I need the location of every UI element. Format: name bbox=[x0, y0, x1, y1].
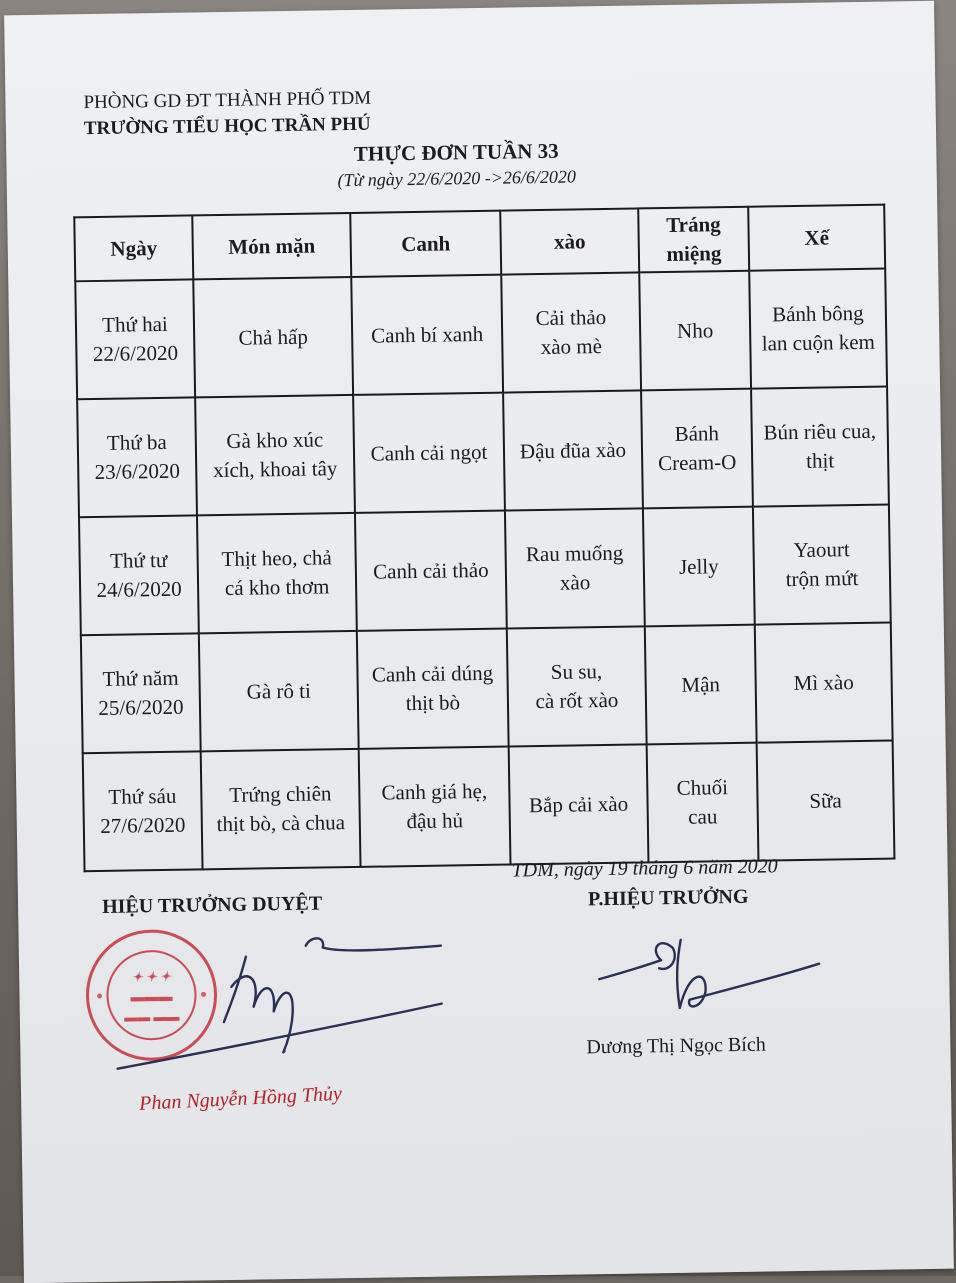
department-name: PHÒNG GD ĐT THÀNH PHỐ TDM bbox=[83, 87, 372, 114]
cell-main-dish bbox=[197, 513, 357, 633]
cell-day bbox=[75, 279, 195, 399]
dish-text: Canh giá hẹ, bbox=[381, 778, 488, 805]
table-row bbox=[75, 269, 887, 400]
date-label: 24/6/2020 bbox=[96, 576, 182, 602]
cell-dessert bbox=[645, 625, 757, 745]
cell-dessert bbox=[641, 389, 753, 509]
cell-snack bbox=[755, 623, 893, 743]
table-row bbox=[79, 505, 891, 636]
weekday-label: Thứ năm bbox=[102, 665, 179, 691]
dish-text: đậu hủ bbox=[406, 808, 464, 834]
cell-main-dish bbox=[195, 395, 355, 515]
table-body bbox=[75, 269, 894, 872]
cell-main-dish bbox=[193, 277, 353, 397]
dish-text: Chả hấp bbox=[238, 324, 309, 350]
menu-document bbox=[4, 1, 954, 1283]
dish-text: Bắp cải xào bbox=[528, 791, 629, 817]
dish-text: Gà rô ti bbox=[246, 678, 312, 704]
column-header-stir-fry: xào bbox=[500, 208, 639, 274]
date-label: 23/6/2020 bbox=[94, 458, 181, 485]
dish-text: Bánh bbox=[674, 421, 720, 446]
dish-text: Cream-O bbox=[657, 449, 737, 476]
dish-text: Canh cải dúng bbox=[371, 660, 494, 687]
cell-day bbox=[83, 751, 203, 871]
dish-text: Gà kho xúc bbox=[226, 427, 324, 453]
dish-text: thịt bò, cà chua bbox=[216, 810, 346, 837]
column-header-day: Ngày bbox=[74, 215, 193, 281]
dish-text: Trứng chiên bbox=[229, 781, 332, 807]
column-header-snack: Xế bbox=[748, 205, 885, 271]
principal-name: Phan Nguyễn Hồng Thủy bbox=[138, 1082, 343, 1115]
dish-text: Bún riêu cua, bbox=[763, 418, 877, 445]
dish-text: Canh cải thảo bbox=[372, 557, 489, 584]
cell-soup bbox=[353, 393, 505, 513]
cell-stir-fry bbox=[507, 626, 647, 746]
dish-text: xích, khoai tây bbox=[212, 456, 338, 483]
cell-soup bbox=[351, 275, 503, 395]
principal-signature bbox=[110, 923, 452, 1078]
table-row bbox=[81, 623, 893, 754]
school-name: TRƯỜNG TIỂU HỌC TRẦN PHÚ bbox=[83, 113, 371, 140]
column-header-dessert-line: miệng bbox=[666, 241, 722, 267]
cell-stir-fry bbox=[509, 744, 649, 864]
menu-title: THỰC ĐƠN TUẦN 33 bbox=[353, 138, 559, 166]
dish-text: xào bbox=[559, 570, 591, 595]
cell-snack bbox=[751, 387, 889, 507]
cell-stir-fry bbox=[503, 390, 643, 510]
cell-day bbox=[79, 515, 199, 635]
dish-text: trộn mứt bbox=[785, 566, 859, 592]
vice-principal-title: P.HIỆU TRƯỞNG bbox=[587, 885, 749, 911]
weekday-label: Thứ tư bbox=[109, 547, 168, 573]
cell-dessert bbox=[639, 271, 751, 391]
dish-text: Mận bbox=[681, 671, 721, 697]
principal-approval-title: HIỆU TRƯỞNG DUYỆT bbox=[101, 892, 323, 918]
table-row bbox=[77, 387, 889, 518]
place-date: TDM, ngày 19 tháng 6 năm 2020 bbox=[511, 855, 778, 882]
menu-date-range: (Từ ngày 22/6/2020 ->26/6/2020 bbox=[337, 166, 577, 191]
cell-day bbox=[81, 633, 201, 753]
date-label: 27/6/2020 bbox=[100, 812, 186, 838]
cell-soup bbox=[357, 629, 509, 749]
weekday-label: Thứ hai bbox=[101, 311, 168, 337]
cell-dessert bbox=[643, 507, 755, 627]
dish-text: Cải thảo bbox=[535, 304, 607, 331]
dish-text: Yaourt bbox=[793, 537, 850, 563]
cell-snack bbox=[757, 741, 895, 861]
dish-text: cau bbox=[688, 804, 718, 829]
column-header-soup: Canh bbox=[350, 211, 501, 277]
dish-text: Canh bí xanh bbox=[370, 321, 484, 348]
dish-text: Rau muống bbox=[525, 540, 624, 567]
dish-text: cá kho thơm bbox=[224, 574, 330, 600]
dish-text: Bánh bông bbox=[771, 300, 864, 327]
dish-text: Su su, bbox=[550, 659, 603, 684]
svg-text:▬▬▬: ▬▬▬ bbox=[130, 989, 173, 1006]
vice-principal-name: Dương Thị Ngọc Bích bbox=[586, 1033, 766, 1059]
svg-text:✦ ✦ ✦: ✦ ✦ ✦ bbox=[131, 968, 171, 985]
cell-stir-fry bbox=[501, 272, 641, 392]
dish-text: thịt bbox=[805, 448, 835, 473]
date-label: 25/6/2020 bbox=[98, 694, 184, 720]
cell-stir-fry bbox=[505, 508, 645, 628]
cell-main-dish bbox=[199, 631, 359, 751]
cell-main-dish bbox=[201, 749, 361, 869]
dish-text: cà rốt xào bbox=[535, 687, 619, 714]
dish-text: Chuối bbox=[676, 775, 729, 800]
column-header-main-dish: Món mặn bbox=[192, 213, 351, 279]
column-header-dessert bbox=[638, 207, 749, 273]
dish-text: xào mè bbox=[540, 334, 603, 359]
vice-principal-signature bbox=[589, 928, 830, 1027]
dish-text: Sữa bbox=[809, 787, 842, 813]
weekday-label: Thứ sáu bbox=[108, 783, 177, 809]
cell-snack bbox=[749, 269, 887, 389]
cell-soup bbox=[355, 511, 507, 631]
weekday-label: Thứ ba bbox=[106, 429, 167, 455]
dish-text: Thịt heo, chả bbox=[221, 545, 332, 572]
cell-dessert bbox=[647, 743, 759, 863]
weekly-menu-table bbox=[73, 204, 895, 873]
cell-day bbox=[77, 397, 197, 517]
dish-text: Nho bbox=[676, 317, 714, 343]
dish-text: Mì xào bbox=[793, 669, 854, 695]
dish-text: lan cuộn kem bbox=[761, 329, 876, 356]
dish-text: Jelly bbox=[678, 553, 719, 579]
table-row bbox=[83, 741, 895, 872]
column-header-dessert-line: Tráng bbox=[666, 212, 721, 238]
dish-text: thịt bò bbox=[405, 690, 461, 716]
date-label: 22/6/2020 bbox=[92, 340, 179, 367]
dish-text: Canh cải ngọt bbox=[370, 439, 488, 466]
dish-text: Đậu đũa xào bbox=[519, 437, 627, 463]
cell-snack bbox=[753, 505, 891, 625]
svg-text:▬▬ ▬▬: ▬▬ ▬▬ bbox=[124, 1008, 180, 1025]
cell-soup bbox=[359, 747, 511, 867]
